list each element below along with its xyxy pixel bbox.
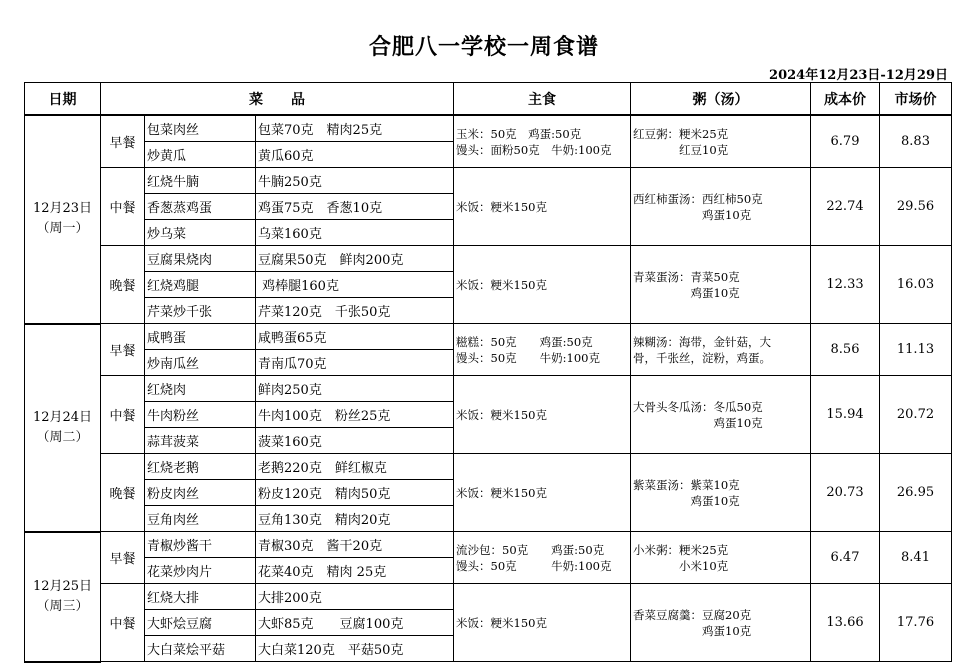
dish-name: 红烧鸡腿 [145, 272, 256, 298]
day-cell [25, 532, 101, 662]
day-cell [25, 115, 101, 324]
day-weekday: （周二） [36, 429, 89, 445]
dish-ingredients: 豆角130克 精肉20克 [256, 506, 454, 532]
dish-ingredients: 牛肉100克 粉丝25克 [256, 402, 454, 428]
header-date: 日期 [25, 83, 101, 116]
dish-name: 咸鸭蛋 [145, 324, 256, 350]
day-date: 12月23日 [32, 201, 93, 217]
dish-name: 包菜肉丝 [145, 115, 256, 142]
cost-cell: 6.47 [811, 532, 880, 584]
dish-name: 香葱蒸鸡蛋 [145, 194, 256, 220]
dish-ingredients: 粉皮120克 精肉50克 [256, 480, 454, 506]
day-weekday: （周一） [36, 221, 89, 237]
dish-name: 豆腐果烧肉 [145, 246, 256, 272]
cost-cell: 20.73 [811, 454, 880, 532]
dish-row [25, 454, 952, 480]
dish-name: 炒南瓜丝 [145, 350, 256, 376]
meal-name: 中餐 [101, 376, 145, 454]
staple-cell: 米饭：粳米150克 [454, 454, 631, 532]
header-dishes: 菜 品 [101, 83, 454, 116]
day-cell [25, 324, 101, 532]
dish-name: 红烧大排 [145, 584, 256, 610]
dish-ingredients: 鲜肉250克 [256, 376, 454, 402]
soup-cell: 紫菜蛋汤：紫菜10克 鸡蛋10克 [631, 454, 811, 532]
header-cost: 成本价 [811, 83, 880, 116]
menu-body [25, 115, 952, 662]
header-market: 市场价 [880, 83, 952, 116]
date-range: 2024年12月23日-12月29日 [769, 68, 948, 83]
header-row [25, 83, 952, 116]
dish-ingredients: 大排200克 [256, 584, 454, 610]
dish-name: 粉皮肉丝 [145, 480, 256, 506]
dish-ingredients: 包菜70克 精肉25克 [256, 115, 454, 142]
staple-cell: 糍糕：50克 鸡蛋:50克 馒头：50克 牛奶:100克 [454, 324, 631, 376]
day-date: 12月25日 [32, 578, 93, 594]
dish-row [25, 584, 952, 610]
cost-cell: 6.79 [811, 115, 880, 168]
dish-ingredients: 豆腐果50克 鲜肉200克 [256, 246, 454, 272]
staple-cell: 玉米：50克 鸡蛋:50克 馒头：面粉50克 牛奶:100克 [454, 115, 631, 168]
dish-name: 炒黄瓜 [145, 142, 256, 168]
soup-cell: 大骨头冬瓜汤：冬瓜50克 鸡蛋10克 [631, 376, 811, 454]
market-cell: 29.56 [880, 168, 952, 246]
dish-row [25, 324, 952, 350]
soup-cell: 辣糊汤：海带，金针菇，大 骨，千张丝，淀粉，鸡蛋。 [631, 324, 811, 376]
market-cell: 17.76 [880, 584, 952, 662]
meal-name: 早餐 [101, 532, 145, 584]
dish-name: 红烧老鹅 [145, 454, 256, 480]
staple-cell: 流沙包：50克 鸡蛋:50克 馒头：50克 牛奶:100克 [454, 532, 631, 584]
menu-table [24, 82, 952, 663]
staple-cell: 米饭：粳米150克 [454, 376, 631, 454]
dish-ingredients: 青椒30克 酱干20克 [256, 532, 454, 558]
dish-name: 蒜茸菠菜 [145, 428, 256, 454]
soup-cell: 红豆粥：粳米25克 红豆10克 [631, 115, 811, 168]
header-soup: 粥（汤） [631, 83, 811, 116]
dish-name: 红烧肉 [145, 376, 256, 402]
dish-ingredients: 青南瓜70克 [256, 350, 454, 376]
meal-name: 中餐 [101, 584, 145, 662]
market-cell: 26.95 [880, 454, 952, 532]
dish-ingredients: 鸡蛋75克 香葱10克 [256, 194, 454, 220]
day-date: 12月24日 [32, 409, 93, 425]
soup-cell: 青菜蛋汤：青菜50克 鸡蛋10克 [631, 246, 811, 324]
dish-name: 花菜炒肉片 [145, 558, 256, 584]
dish-ingredients: 牛腩250克 [256, 168, 454, 194]
dish-name: 青椒炒酱干 [145, 532, 256, 558]
dish-row [25, 376, 952, 402]
dish-ingredients: 咸鸭蛋65克 [256, 324, 454, 350]
soup-cell: 小米粥：粳米25克 小米10克 [631, 532, 811, 584]
meal-name: 早餐 [101, 115, 145, 168]
dish-ingredients: 菠菜160克 [256, 428, 454, 454]
meal-name: 晚餐 [101, 454, 145, 532]
staple-cell: 米饭：粳米150克 [454, 168, 631, 246]
meal-name: 中餐 [101, 168, 145, 246]
dish-row [25, 246, 952, 272]
dish-ingredients: 黄瓜60克 [256, 142, 454, 168]
dish-name: 芹菜炒千张 [145, 298, 256, 324]
staple-cell: 米饭：粳米150克 [454, 246, 631, 324]
dish-name: 牛肉粉丝 [145, 402, 256, 428]
soup-cell: 西红柿蛋汤：西红柿50克 鸡蛋10克 [631, 168, 811, 246]
market-cell: 11.13 [880, 324, 952, 376]
day-weekday: （周三） [36, 598, 89, 614]
cost-cell: 15.94 [811, 376, 880, 454]
market-cell: 20.72 [880, 376, 952, 454]
dish-row [25, 115, 952, 142]
cost-cell: 8.56 [811, 324, 880, 376]
meal-name: 晚餐 [101, 246, 145, 324]
page-title: 合肥八一学校一周食谱 [368, 34, 599, 60]
dish-ingredients: 花菜40克 精肉 25克 [256, 558, 454, 584]
market-cell: 8.83 [880, 115, 952, 168]
dish-name: 红烧牛腩 [145, 168, 256, 194]
meal-name: 早餐 [101, 324, 145, 376]
dish-name: 大虾烩豆腐 [145, 610, 256, 636]
dish-ingredients: 乌菜160克 [256, 220, 454, 246]
dish-name: 炒乌菜 [145, 220, 256, 246]
cost-cell: 22.74 [811, 168, 880, 246]
cost-cell: 13.66 [811, 584, 880, 662]
market-cell: 16.03 [880, 246, 952, 324]
soup-cell: 香菜豆腐羹：豆腐20克 鸡蛋10克 [631, 584, 811, 662]
dish-name: 豆角肉丝 [145, 506, 256, 532]
dish-row [25, 532, 952, 558]
dish-ingredients: 老鹅220克 鲜红椒克 [256, 454, 454, 480]
dish-ingredients: 大白菜120克 平菇50克 [256, 636, 454, 662]
dish-ingredients: 芹菜120克 千张50克 [256, 298, 454, 324]
market-cell: 8.41 [880, 532, 952, 584]
header-staple: 主食 [454, 83, 631, 116]
dish-ingredients: 大虾85克 豆腐100克 [256, 610, 454, 636]
dish-ingredients: 鸡棒腿160克 [256, 272, 454, 298]
dish-name: 大白菜烩平菇 [145, 636, 256, 662]
cost-cell: 12.33 [811, 246, 880, 324]
staple-cell: 米饭：粳米150克 [454, 584, 631, 662]
dish-row [25, 168, 952, 194]
